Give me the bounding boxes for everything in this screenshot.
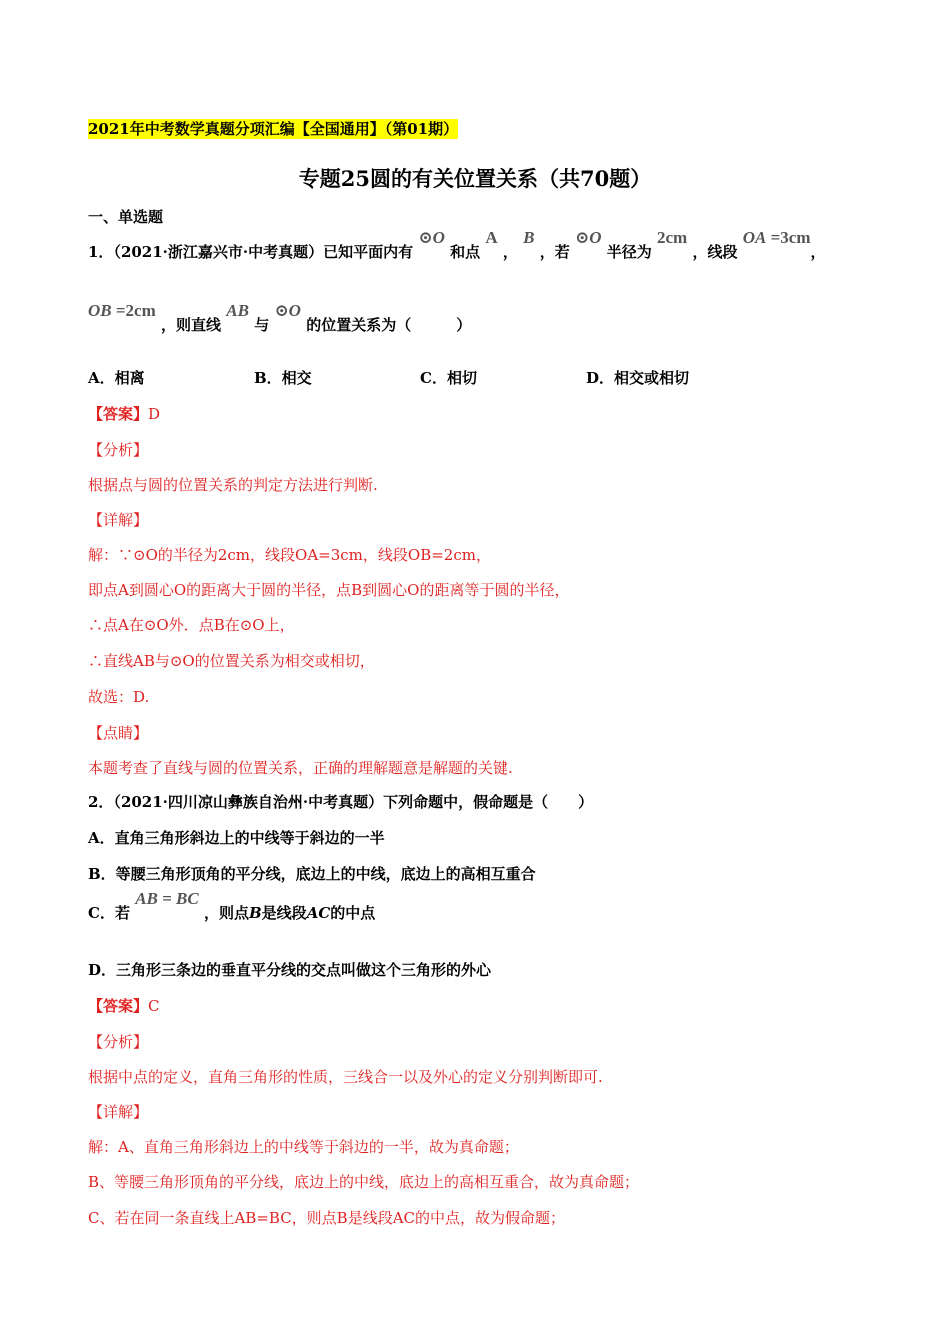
q2-option-b: B．等腰三角形顶角的平分线，底边上的中线，底边上的高相互重合	[88, 865, 536, 883]
answer-label: 【答案】	[88, 405, 149, 423]
q1-comment-text: 本题考查了直线与圆的位置关系，正确的理解题意是解题的关键.	[88, 759, 513, 777]
q1-text: ，线段	[692, 243, 738, 261]
q1-analysis-text: 根据点与圆的位置关系的判定方法进行判断.	[88, 476, 378, 494]
q2-option-c-text: ，则点	[203, 904, 249, 922]
q1-math-oa-val: =3cm	[766, 228, 811, 247]
q2-option-c-var: AC	[306, 904, 331, 922]
q1-option-b: B．相交	[254, 369, 312, 387]
section-heading: 一、单选题	[88, 208, 164, 226]
q1-text: 的位置关系为（ ）	[306, 316, 472, 334]
q1-text: ，则直线	[161, 316, 222, 334]
answer-label: 【答案】	[88, 997, 149, 1015]
q1-detail-line: 故选：D.	[88, 688, 150, 706]
q1-text: ，若	[539, 243, 570, 261]
q2-option-c-text: C．若	[88, 904, 130, 922]
q2-option-a: A．直角三角形斜边上的中线等于斜边的一半	[88, 829, 385, 847]
q2-detail-label: 【详解】	[88, 1103, 149, 1121]
q2-math-ab-bc: AB = BC	[135, 889, 199, 908]
q1-math-circle-o: ⊙O	[575, 228, 602, 247]
q1-detail-line: ∴直线AB与⊙O的位置关系为相交或相切，	[88, 652, 375, 670]
q1-number: 1．	[88, 243, 114, 261]
header-text: 2021年中考数学真题分项汇编【全国通用】（第01期）	[88, 120, 459, 138]
q2-number: 2．	[88, 793, 114, 811]
q1-math-ob-var: OB	[88, 301, 112, 320]
q1-math-b: B	[523, 228, 535, 247]
q1-text: ，	[810, 243, 826, 261]
q1-stem-line1	[88, 228, 826, 272]
q1-detail-label: 【详解】	[88, 511, 149, 529]
q1-math-circle-o: ⊙O	[274, 301, 301, 320]
q1-answer	[88, 403, 160, 424]
q1-detail-line: ∴点A在⊙O外．点B在⊙O上，	[88, 616, 295, 634]
q1-options	[88, 367, 752, 388]
q1-math-ab: AB	[226, 301, 249, 320]
q1-source: （2021·浙江嘉兴市·中考真题）	[113, 243, 324, 261]
q1-text: 已知平面内有	[323, 243, 414, 261]
q2-option-c-text: 是线段	[261, 904, 307, 922]
q1-math-ob	[88, 302, 156, 320]
answer-value: D	[148, 405, 161, 423]
q2-detail-line: 解：A、直角三角形斜边上的中线等于斜边的一半，故为真命题；	[88, 1138, 519, 1156]
q2-option-c-var: B	[248, 904, 262, 922]
q1-stem-line2	[88, 301, 472, 345]
q1-option-a: A．相离	[88, 369, 145, 387]
q2-source: （2021·四川凉山彝族自治州·中考真题）	[113, 793, 384, 811]
header-banner	[88, 118, 458, 139]
q1-option-d: D．相交或相切	[586, 369, 690, 387]
q1-text: ，	[502, 243, 518, 261]
q2-option-d: D．三角形三条边的垂直平分线的交点叫做这个三角形的外心	[88, 961, 492, 979]
q1-comment-label: 【点睛】	[88, 724, 149, 742]
answer-value: C	[148, 997, 160, 1015]
page-title: 专题25圆的有关位置关系（共70题）	[298, 166, 652, 191]
q1-math-ob-val: =2cm	[111, 301, 156, 320]
q1-math-oa	[743, 229, 811, 247]
q2-detail-line: B、等腰三角形顶角的平分线，底边上的中线，底边上的高相互重合，故为真命题；	[88, 1173, 640, 1191]
q1-text: 与	[254, 316, 270, 334]
q1-math-2cm: 2cm	[657, 228, 688, 247]
q1-text: 半径为	[606, 243, 652, 261]
q2-analysis-label: 【分析】	[88, 1033, 149, 1051]
q2-option-c	[88, 889, 376, 933]
q1-analysis-label: 【分析】	[88, 441, 149, 459]
q2-analysis-text: 根据中点的定义，直角三角形的性质，三线合一以及外心的定义分别判断即可.	[88, 1068, 603, 1086]
q1-option-c: C．相切	[420, 369, 477, 387]
q1-detail-line: 解：∵⊙O的半径为2cm，线段OA=3cm，线段OB=2cm，	[88, 546, 491, 564]
q1-text: 和点	[450, 243, 481, 261]
q2-text: 下列命题中，假命题是（ ）	[383, 793, 594, 811]
q1-detail-line: 即点A到圆心O的距离大于圆的半径，点B到圆心O的距离等于圆的半径，	[88, 581, 570, 599]
q1-math-a: A	[485, 228, 498, 247]
q2-stem	[88, 791, 593, 812]
q2-option-c-text: 的中点	[330, 904, 376, 922]
q2-answer	[88, 995, 160, 1016]
q2-detail-line: C、若在同一条直线上AB=BC，则点B是线段AC的中点，故为假命题；	[88, 1209, 566, 1227]
q1-math-oa-var: OA	[742, 228, 767, 247]
q1-math-circle-o: ⊙O	[418, 228, 445, 247]
